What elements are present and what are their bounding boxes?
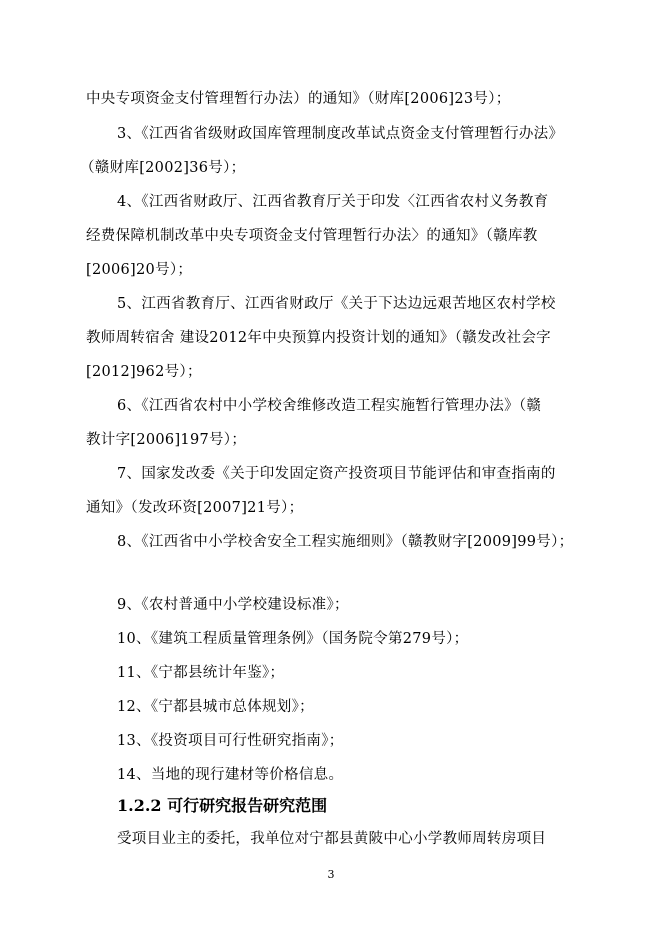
- text-line: 5、江西省教育厅、江西省财政厅《关于下达边远艰苦地区农村学校: [117, 296, 556, 312]
- text-line: 3、《江西省省级财政国库管理制度改革试点资金支付管理暂行办法》: [117, 126, 564, 142]
- text-line: 教师周转宿舍 建设2012年中央预算内投资计划的通知》（赣发改社会字: [86, 330, 551, 346]
- text-line: 受项目业主的委托，我单位对宁都县黄陂中心小学教师周转房项目: [117, 831, 547, 847]
- text-line: 7、国家发改委《关于印发固定资产投资项目节能评估和审查指南的: [117, 466, 556, 482]
- text-line: [2012]962号）；: [86, 364, 202, 380]
- text-line: 8、《江西省中小学校舍安全工程实施细则》（赣教财字[2009]99号）；: [117, 534, 574, 550]
- text-line: 经费保障机制改革中央专项资金支付管理暂行办法〉的通知》（赣库教: [86, 228, 538, 244]
- text-line: （赣财库[2002]36号）；: [80, 160, 246, 176]
- text-line: 通知》（发改环资[2007]21号）；: [86, 500, 304, 516]
- text-line: 9、《农村普通中小学校建设标准》；: [117, 597, 349, 613]
- text-line: 4、《江西省财政厅、江西省教育厅关于印发〈江西省农村义务教育: [117, 194, 549, 210]
- text-line: 10、《建筑工程质量管理条例》（国务院令第279号）；: [117, 631, 469, 647]
- text-line: 14、当地的现行建材等价格信息。: [117, 767, 344, 783]
- section-heading: 1.2.2 可行研究报告研究范围: [117, 796, 328, 815]
- text-line: 11、《宁都县统计年鉴》；: [117, 665, 285, 681]
- text-line: 12、《宁都县城市总体规划》；: [117, 699, 314, 715]
- text-line: [2006]20号）；: [86, 262, 193, 278]
- text-line: 教计字[2006]197号）；: [86, 432, 247, 448]
- text-line: 6、《江西省农村中小学校舍维修改造工程实施暂行管理办法》（赣: [117, 398, 542, 414]
- text-line: 13、《投资项目可行性研究指南》；: [117, 733, 344, 749]
- page-number: 3: [327, 868, 335, 881]
- text-line: 中央专项资金支付管理暂行办法）的通知》（财库[2006]23号）；: [86, 91, 511, 107]
